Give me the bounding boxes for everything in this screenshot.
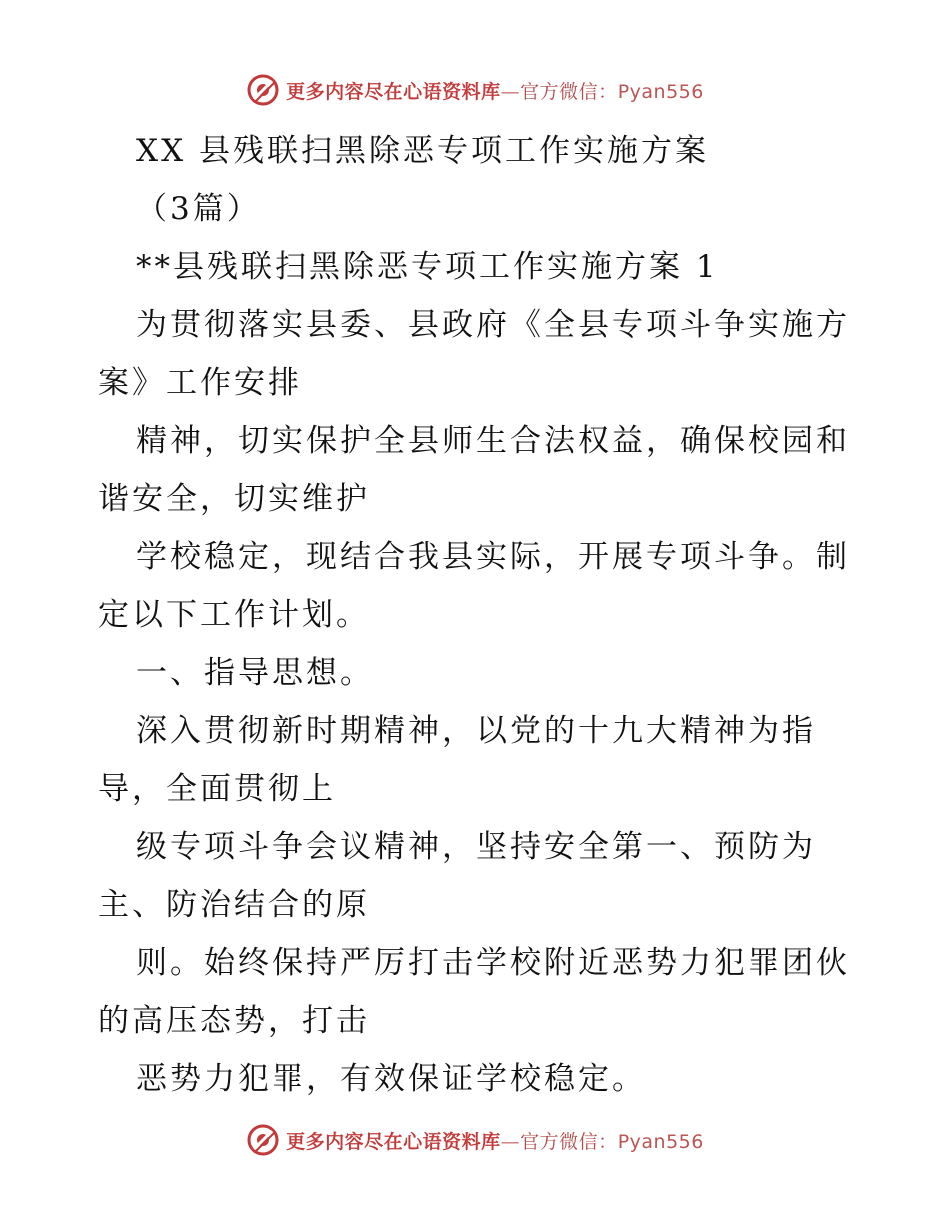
document-body <box>98 122 868 1108</box>
document-title: XX 县残联扫黑除恶专项工作实施方案 <box>136 133 709 169</box>
paragraph-line: 级专项斗争会议精神，坚持安全第一、预防为 <box>136 829 816 865</box>
banner-wechat-label: 官方微信： <box>520 80 618 103</box>
paragraph-line: 学校稳定，现结合我县实际，开展专项斗争。制 <box>136 539 850 575</box>
banner-brand: 更多内容尽在心语资料库 <box>286 1130 501 1153</box>
banner-brand: 更多内容尽在心语资料库 <box>286 80 501 103</box>
section-heading: **县残联扫黑除恶专项工作实施方案 1 <box>136 249 719 285</box>
paragraph-line: 恶势力犯罪，有效保证学校稳定。 <box>136 1061 646 1097</box>
paragraph-line: 导，全面贯彻上 <box>98 771 336 807</box>
paragraph-line: 精神，切实保护全县师生合法权益，确保校园和 <box>136 423 850 459</box>
paragraph-line: 案》工作安排 <box>98 365 302 401</box>
banner-wechat-label: 官方微信： <box>520 1130 618 1153</box>
banner-wechat-id: Pyan556 <box>617 80 704 103</box>
footer-watermark-banner <box>0 1120 950 1160</box>
paragraph-line: 谐安全，切实维护 <box>98 481 370 517</box>
banner-separator: — <box>500 80 521 103</box>
banner-separator: — <box>500 1130 521 1153</box>
paragraph-line: 定以下工作计划。 <box>98 597 370 633</box>
header-watermark-banner <box>0 70 950 110</box>
subsection-heading: 一、指导思想。 <box>136 655 374 691</box>
paragraph-line: 为贯彻落实县委、县政府《全县专项斗争实施方 <box>136 307 850 343</box>
paragraph-line: 的高压态势，打击 <box>98 1003 370 1039</box>
paragraph-line: 则。始终保持严厉打击学校附近恶势力犯罪团伙 <box>136 945 850 981</box>
paragraph-line: 主、防治结合的原 <box>98 887 370 923</box>
banner-text <box>286 77 704 104</box>
document-subtitle: （3篇） <box>136 191 261 227</box>
banner-wechat-id: Pyan556 <box>617 1130 704 1153</box>
brand-logo-icon <box>246 73 280 107</box>
banner-text <box>286 1127 704 1154</box>
paragraph-line: 深入贯彻新时期精神，以党的十九大精神为指 <box>136 713 816 749</box>
brand-logo-icon <box>246 1123 280 1157</box>
